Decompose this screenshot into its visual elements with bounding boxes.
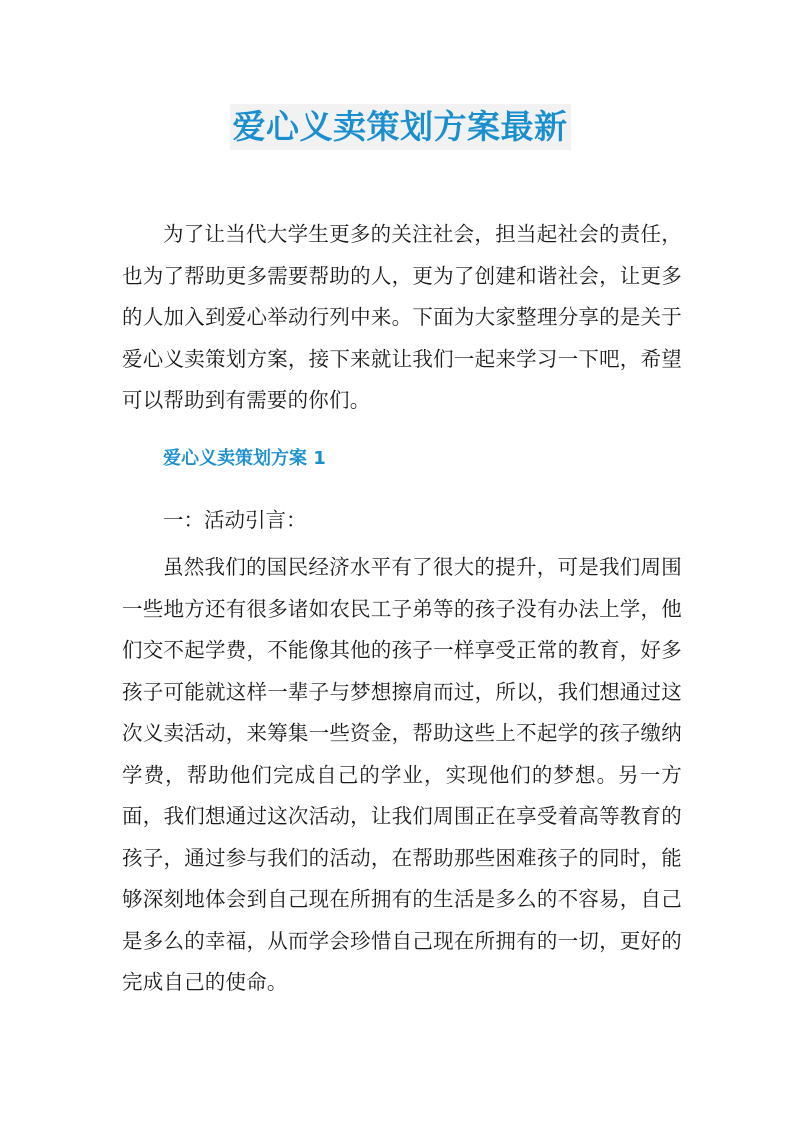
- section-heading: 爱心义卖策划方案 1: [163, 448, 326, 469]
- body-paragraph: 虽然我们的国民经济水平有了很大的提升，可是我们周围一些地方还有很多诸如农民工子弟等的孩子没有办法上学，他们交不起学费，不能像其他的孩子一样享受正常的教育，好多孩子可能就这样一辈子与梦想擦肩而过，所以，我们想通过这次义卖活动，来筹集一些资金，帮助这些上不起学的孩子缴纳学费，帮助他们完成自己的学业，实现他们的梦想。另一方面，我们想通过这次活动，让我们周围正在享受着高等教育的孩子，通过参与我们的活动，在帮助那些困难孩子的同时，能够深刻地体会到自己现在所拥有的生活是多么的不容易，自己是多么的幸福，从而学会珍惜自己现在所拥有的一切，更好的完成自己的使命。: [122, 555, 682, 994]
- page-title: 爱心义卖策划方案最新: [230, 104, 571, 150]
- intro-paragraph: 为了让当代大学生更多的关注社会，担当起社会的责任，也为了帮助更多需要帮助的人，更为了创建和谐社会，让更多的人加入到爱心举动行列中来。下面为大家整理分享的是关于爱心义卖策划方案，接下来就让我们一起来学习一下吧，希望可以帮助到有需要的你们。: [122, 222, 682, 412]
- subheading-activity-intro: 一：活动引言：: [163, 508, 307, 532]
- title-container: [0, 104, 800, 150]
